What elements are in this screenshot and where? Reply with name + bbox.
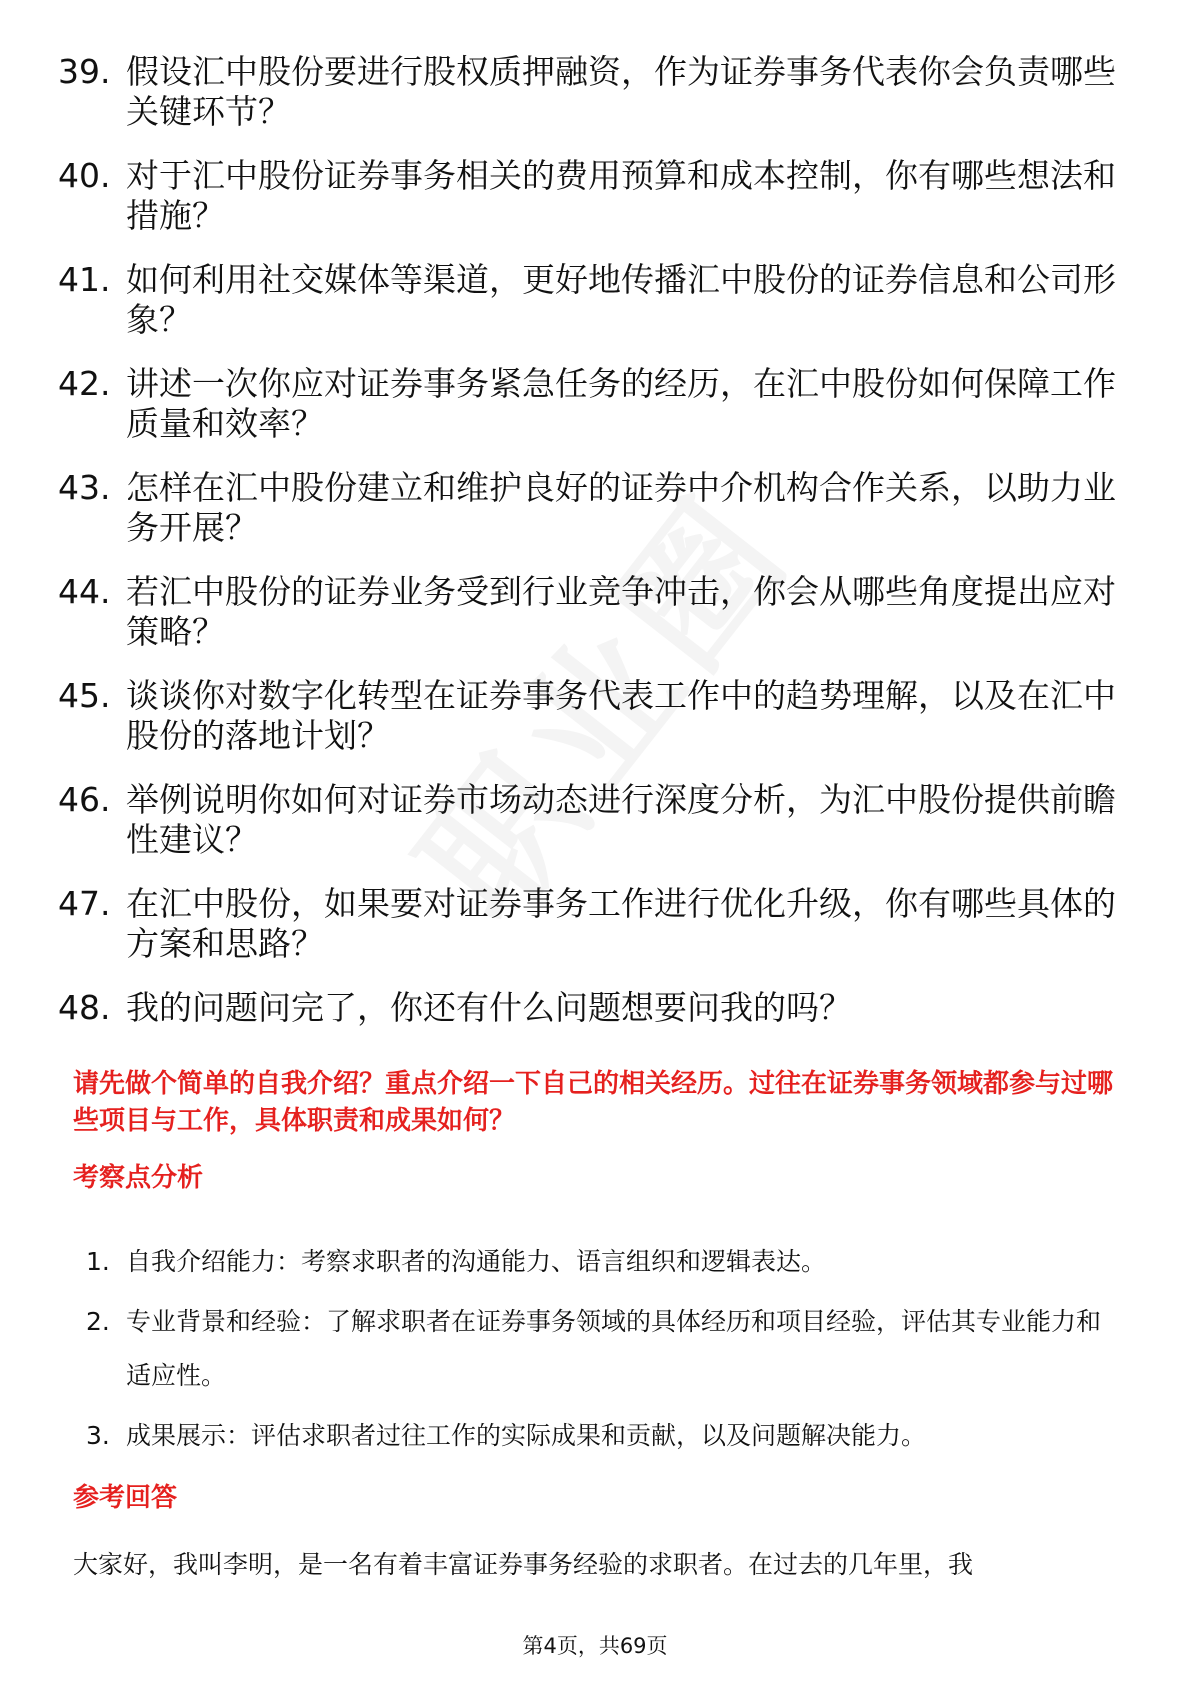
question-text: 对于汇中股份证券事务相关的费用预算和成本控制，你有哪些想法和措施？ <box>126 156 1116 235</box>
analysis-title: 考察点分析 <box>73 1163 204 1193</box>
question-text: 若汇中股份的证券业务受到行业竞争冲击，你会从哪些角度提出应对策略？ <box>126 572 1116 651</box>
question-item <box>0 884 1116 964</box>
analysis-item <box>0 1409 1116 1463</box>
question-text: 怎样在汇中股份建立和维护良好的证券中介机构合作关系，以助力业务开展？ <box>126 468 1116 547</box>
question-text: 谈谈你对数字化转型在证券事务代表工作中的趋势理解，以及在汇中股份的落地计划？ <box>126 676 1116 755</box>
question-item <box>0 988 1116 1028</box>
question-text: 举例说明你如何对证券市场动态进行深度分析，为汇中股份提供前瞻性建议？ <box>126 780 1116 859</box>
question-item <box>0 780 1116 860</box>
analysis-text: 专业背景和经验：了解求职者在证券事务领域的具体经历和项目经验，评估其专业能力和适应性。 <box>126 1307 1102 1390</box>
question-item <box>0 260 1116 340</box>
question-number: 41. <box>58 260 111 299</box>
question-number: 44. <box>58 572 111 611</box>
question-number: 48. <box>58 988 111 1027</box>
question-number: 40. <box>58 156 111 195</box>
question-list <box>0 52 1190 1052</box>
question-item <box>0 156 1116 236</box>
analysis-list <box>0 1235 1190 1469</box>
analysis-number: 2. <box>86 1307 110 1336</box>
answer-paragraph: 大家好，我叫李明，是一名有着丰富证券事务经验的求职者。在过去的几年里，我 <box>73 1550 974 1579</box>
analysis-item <box>0 1235 1116 1289</box>
question-number: 43. <box>58 468 111 507</box>
question-item <box>0 52 1116 132</box>
analysis-number: 3. <box>86 1421 110 1450</box>
question-item <box>0 676 1116 756</box>
highlight-question: 请先做个简单的自我介绍？重点介绍一下自己的相关经历。过往在证券事务领域都参与过哪些项目与工作，具体职责和成果如何？ <box>73 1069 1114 1136</box>
question-number: 46. <box>58 780 111 819</box>
question-text: 在汇中股份，如果要对证券事务工作进行优化升级，你有哪些具体的方案和思路？ <box>126 884 1116 963</box>
question-text: 我的问题问完了，你还有什么问题想要问我的吗？ <box>126 988 852 1027</box>
question-number: 39. <box>58 52 111 91</box>
question-number: 42. <box>58 364 111 403</box>
question-text: 讲述一次你应对证券事务紧急任务的经历，在汇中股份如何保障工作质量和效率？ <box>126 364 1116 443</box>
question-number: 45. <box>58 676 111 715</box>
analysis-text: 自我介绍能力：考察求职者的沟通能力、语言组织和逻辑表达。 <box>126 1247 827 1276</box>
question-text: 如何利用社交媒体等渠道，更好地传播汇中股份的证券信息和公司形象？ <box>126 260 1116 339</box>
analysis-number: 1. <box>86 1247 110 1276</box>
question-text: 假设汇中股份要进行股权质押融资，作为证券事务代表你会负责哪些关键环节？ <box>126 52 1116 131</box>
question-item <box>0 468 1116 548</box>
question-number: 47. <box>58 884 111 923</box>
page-footer: 第4页，共69页 <box>522 1634 668 1658</box>
question-item <box>0 364 1116 444</box>
question-item <box>0 572 1116 652</box>
answer-title: 参考回答 <box>73 1483 178 1513</box>
analysis-item <box>0 1295 1116 1403</box>
analysis-text: 成果展示：评估求职者过往工作的实际成果和贡献，以及问题解决能力。 <box>126 1421 927 1450</box>
